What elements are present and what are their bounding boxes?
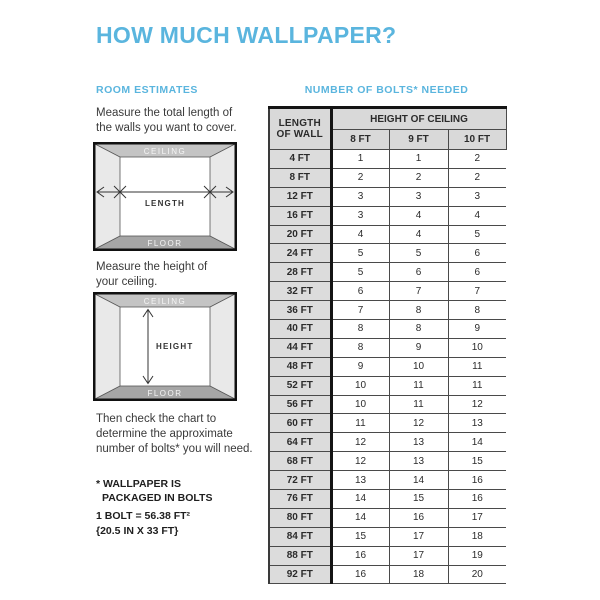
table-row — [269, 168, 506, 187]
table-row — [269, 282, 506, 301]
table-row — [269, 338, 506, 357]
height-measure-label: HEIGHT — [156, 342, 194, 351]
length-cell: 60 FT — [269, 414, 331, 433]
length-cell: 88 FT — [269, 546, 331, 565]
bolts-value-cell: 8 — [331, 320, 389, 339]
page-title: HOW MUCH WALLPAPER? — [96, 22, 397, 48]
bolts-value-cell: 11 — [448, 357, 506, 376]
bolts-value-cell: 1 — [389, 150, 448, 169]
table-row — [269, 357, 506, 376]
length-of-wall-header: LENGTH OF WALL — [269, 108, 331, 150]
length-measure-label: LENGTH — [144, 199, 186, 208]
bolts-value-cell: 7 — [389, 282, 448, 301]
table-row — [269, 206, 506, 225]
column-header-9ft: 9 FT — [389, 130, 448, 150]
table-body — [269, 150, 506, 584]
length-cell: 20 FT — [269, 225, 331, 244]
bolts-value-cell: 17 — [389, 546, 448, 565]
bolts-value-cell: 3 — [448, 187, 506, 206]
bolts-value-cell: 14 — [331, 508, 389, 527]
bolts-value-cell: 3 — [389, 187, 448, 206]
bolts-value-cell: 2 — [448, 150, 506, 169]
bolts-value-cell: 3 — [331, 187, 389, 206]
bolts-value-cell: 16 — [448, 490, 506, 509]
bolts-value-cell: 10 — [389, 357, 448, 376]
bolts-value-cell: 5 — [389, 244, 448, 263]
bolts-value-cell: 13 — [389, 452, 448, 471]
bolt-spec-line: {20.5 IN X 33 FT} — [96, 525, 179, 537]
footnote-line: PACKAGED IN BOLTS — [102, 492, 213, 504]
bolts-value-cell: 14 — [331, 490, 389, 509]
instruction-line: Measure the total length of — [96, 107, 233, 119]
length-cell: 16 FT — [269, 206, 331, 225]
bolts-value-cell: 4 — [448, 206, 506, 225]
ceiling-label: CEILING — [143, 297, 187, 306]
bolts-value-cell: 15 — [448, 452, 506, 471]
table-row — [269, 471, 506, 490]
instruction-line: Measure the height of — [96, 261, 208, 273]
table-row — [269, 508, 506, 527]
instruction-line: the walls you want to cover. — [96, 122, 237, 134]
bolts-value-cell: 10 — [331, 376, 389, 395]
bolts-value-cell: 13 — [331, 471, 389, 490]
floor-label: FLOOR — [147, 389, 183, 398]
bolts-value-cell: 16 — [331, 565, 389, 584]
bolts-value-cell: 9 — [389, 338, 448, 357]
length-cell: 28 FT — [269, 263, 331, 282]
bolts-value-cell: 17 — [448, 508, 506, 527]
column-header-8ft: 8 FT — [331, 130, 389, 150]
bolts-value-cell: 8 — [448, 301, 506, 320]
table-row — [269, 452, 506, 471]
table-row — [269, 546, 506, 565]
length-cell: 32 FT — [269, 282, 331, 301]
table-row — [269, 490, 506, 509]
bolt-spec-line: 1 BOLT = 56.38 FT² — [96, 510, 191, 522]
length-cell: 8 FT — [269, 168, 331, 187]
room-estimates-heading: ROOM ESTIMATES — [96, 84, 198, 96]
bolts-value-cell: 6 — [331, 282, 389, 301]
bolts-value-cell: 16 — [331, 546, 389, 565]
length-cell: 36 FT — [269, 301, 331, 320]
table-row — [269, 414, 506, 433]
bolts-value-cell: 11 — [448, 376, 506, 395]
length-cell: 56 FT — [269, 395, 331, 414]
bolts-value-cell: 11 — [389, 376, 448, 395]
length-cell: 12 FT — [269, 187, 331, 206]
bolts-value-cell: 19 — [448, 546, 506, 565]
bolts-value-cell: 17 — [389, 527, 448, 546]
bolts-value-cell: 7 — [448, 282, 506, 301]
table-row — [269, 376, 506, 395]
bolts-value-cell: 20 — [448, 565, 506, 584]
bolts-value-cell: 12 — [331, 433, 389, 452]
bolts-value-cell: 13 — [448, 414, 506, 433]
length-cell: 92 FT — [269, 565, 331, 584]
bolts-value-cell: 11 — [389, 395, 448, 414]
bolts-value-cell: 4 — [331, 225, 389, 244]
bolts-value-cell: 2 — [448, 168, 506, 187]
table-row — [269, 320, 506, 339]
length-cell: 4 FT — [269, 150, 331, 169]
instruction-measure-height — [96, 260, 207, 290]
table-row — [269, 187, 506, 206]
bolts-value-cell: 10 — [331, 395, 389, 414]
height-of-ceiling-header: HEIGHT OF CEILING — [331, 108, 506, 130]
bolts-value-cell: 18 — [448, 527, 506, 546]
instruction-measure-length — [96, 106, 237, 136]
length-cell: 80 FT — [269, 508, 331, 527]
bolts-value-cell: 4 — [389, 206, 448, 225]
table-row — [269, 565, 506, 584]
bolts-value-cell: 5 — [331, 244, 389, 263]
bolts-value-cell: 10 — [448, 338, 506, 357]
room-length-diagram — [93, 142, 237, 251]
bolts-value-cell: 16 — [389, 508, 448, 527]
bolts-value-cell: 3 — [331, 206, 389, 225]
bolts-value-cell: 11 — [331, 414, 389, 433]
table-row — [269, 433, 506, 452]
bolts-value-cell: 6 — [448, 244, 506, 263]
bolts-value-cell: 8 — [389, 301, 448, 320]
wallpaper-bolts-footnote — [96, 477, 212, 505]
instruction-line: number of bolts* you will need. — [96, 443, 253, 455]
table-row — [269, 244, 506, 263]
length-cell: 72 FT — [269, 471, 331, 490]
bolts-value-cell: 14 — [448, 433, 506, 452]
length-cell: 44 FT — [269, 338, 331, 357]
table-row — [269, 301, 506, 320]
bolts-needed-heading: NUMBER OF BOLTS* NEEDED — [304, 84, 469, 96]
bolts-value-cell: 14 — [389, 471, 448, 490]
bolts-value-cell: 12 — [448, 395, 506, 414]
table-header — [269, 108, 506, 150]
instruction-line: determine the approximate — [96, 428, 233, 440]
instruction-line: your ceiling. — [96, 276, 158, 288]
length-cell: 68 FT — [269, 452, 331, 471]
bolts-value-cell: 5 — [448, 225, 506, 244]
length-cell: 40 FT — [269, 320, 331, 339]
table-row — [269, 395, 506, 414]
length-cell: 48 FT — [269, 357, 331, 376]
bolts-value-cell: 9 — [331, 357, 389, 376]
bolts-value-cell: 6 — [448, 263, 506, 282]
table-row — [269, 263, 506, 282]
bolts-value-cell: 15 — [389, 490, 448, 509]
bolts-value-cell: 15 — [331, 527, 389, 546]
footnote-line: * WALLPAPER IS — [96, 478, 181, 490]
bolts-value-cell: 2 — [331, 168, 389, 187]
instruction-check-chart — [96, 412, 253, 457]
length-cell: 24 FT — [269, 244, 331, 263]
instruction-line: Then check the chart to — [96, 413, 217, 425]
room-height-diagram — [93, 292, 237, 401]
table-row — [269, 527, 506, 546]
bolts-value-cell: 4 — [389, 225, 448, 244]
bolts-value-cell: 5 — [331, 263, 389, 282]
column-header-10ft: 10 FT — [448, 130, 506, 150]
table-row — [269, 225, 506, 244]
bolts-value-cell: 8 — [389, 320, 448, 339]
bolts-value-cell: 18 — [389, 565, 448, 584]
bolts-value-cell: 2 — [389, 168, 448, 187]
bolts-value-cell: 12 — [389, 414, 448, 433]
back-wall — [120, 157, 210, 236]
length-cell: 64 FT — [269, 433, 331, 452]
length-cell: 84 FT — [269, 527, 331, 546]
length-cell: 52 FT — [269, 376, 331, 395]
bolts-value-cell: 7 — [331, 301, 389, 320]
bolts-value-cell: 1 — [331, 150, 389, 169]
bolts-value-cell: 6 — [389, 263, 448, 282]
bolts-value-cell: 9 — [448, 320, 506, 339]
ceiling-label: CEILING — [143, 147, 187, 156]
length-cell: 76 FT — [269, 490, 331, 509]
bolts-value-cell: 12 — [331, 452, 389, 471]
floor-label: FLOOR — [147, 239, 183, 248]
bolt-size-spec — [96, 509, 190, 539]
bolts-value-cell: 16 — [448, 471, 506, 490]
bolts-needed-table — [268, 106, 507, 584]
bolts-value-cell: 13 — [389, 433, 448, 452]
bolts-value-cell: 8 — [331, 338, 389, 357]
table-row — [269, 150, 506, 169]
